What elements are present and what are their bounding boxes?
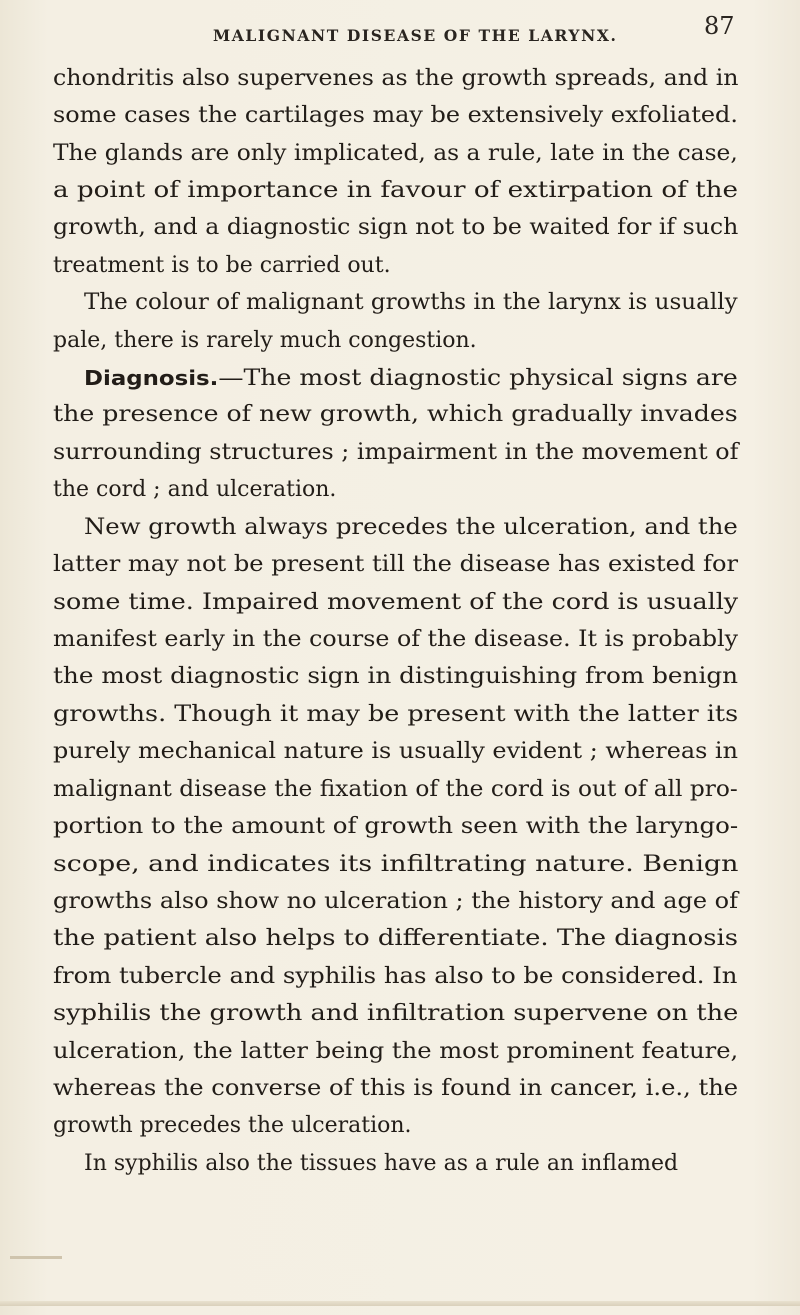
text-line: growths also show no ulceration ; the history and age of — [53, 889, 738, 914]
text-line: syphilis the growth and infiltration supervene on the — [53, 1001, 739, 1026]
text-line: portion to the amount of growth seen with the laryngo- — [53, 814, 739, 839]
text-line: The colour of malignant growths in the larynx is usually — [84, 290, 738, 315]
text-line: whereas the converse of this is found in cancer, i.e., the — [53, 1076, 739, 1101]
text-line: latter may not be present till the disease has existed for — [53, 552, 739, 577]
running-head: MALIGNANT DISEASE OF THE LARYNX. — [213, 26, 618, 45]
text-line: ulceration, the latter being the most prominent feature, — [53, 1039, 739, 1064]
text-line: some cases the cartilages may be extensively exfoliated. — [53, 103, 738, 128]
text-line: pale, there is rarely much congestion. — [53, 328, 477, 353]
text-line: from tubercle and syphilis has also to be considered. In — [53, 964, 738, 989]
page-smudge — [10, 1256, 62, 1259]
text-line: the presence of new growth, which gradually invades — [53, 402, 738, 427]
text-line: the most diagnostic sign in distinguishing from benign — [53, 664, 739, 689]
text-line: New growth always precedes the ulceration, and the — [84, 515, 738, 540]
text-line: growth precedes the ulceration. — [53, 1113, 412, 1138]
text-line: chondritis also supervenes as the growth spreads, and in — [53, 66, 739, 91]
text-line: purely mechanical nature is usually evident ; whereas in — [53, 739, 738, 764]
text-line: growths. Though it may be present with the latter its — [53, 702, 739, 727]
text-line: the patient also helps to differentiate. The diagnosis — [53, 926, 739, 951]
text-line: scope, and indicates its infiltrating nature. Benign — [53, 852, 739, 877]
text-line: the cord ; and ulceration. — [53, 477, 337, 502]
text-line: some time. Impaired movement of the cord is usually — [53, 590, 739, 615]
text-line: The glands are only implicated, as a rule, late in the case, — [53, 141, 738, 166]
text-line: a point of importance in favour of extirpation of the — [53, 178, 738, 203]
text-line: growth, and a diagnostic sign not to be waited for if such — [53, 215, 739, 240]
text-line: In syphilis also the tissues have as a rule an inflamed — [84, 1151, 679, 1176]
page-bottom-edge — [0, 1301, 800, 1306]
text-line: manifest early in the course of the disease. It is probably — [53, 627, 739, 652]
text-line: malignant disease the fixation of the cord is out of all pro- — [53, 777, 738, 802]
text-line: Diagnosis.—The most diagnostic physical signs are — [84, 366, 738, 391]
text-line: surrounding structures ; impairment in the movement of — [53, 440, 739, 465]
page-number: 87 — [704, 12, 735, 40]
text-line: treatment is to be carried out. — [53, 253, 391, 278]
section-heading: Diagnosis. — [84, 366, 219, 390]
